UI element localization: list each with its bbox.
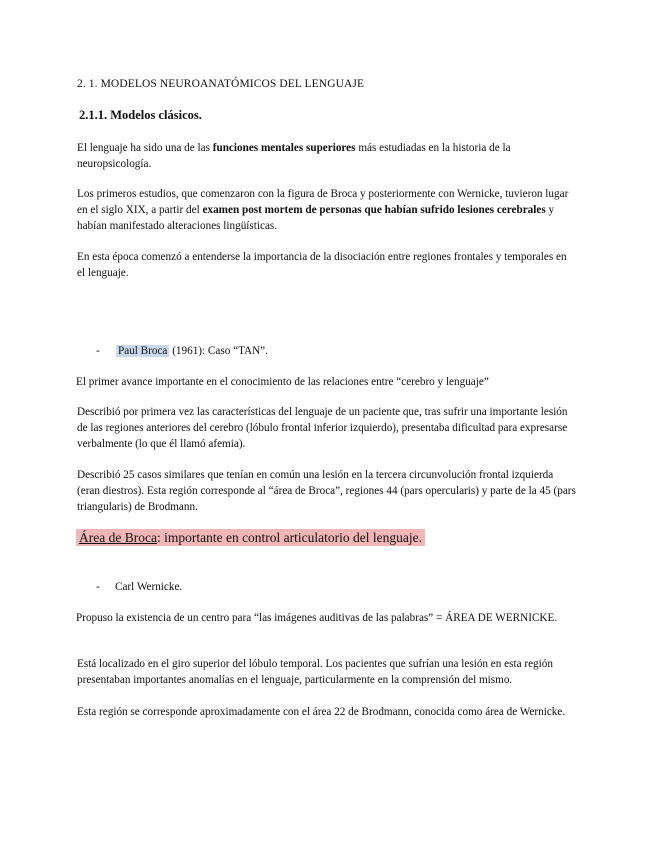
paragraph-first-advance: El primer avance importante en el conocimiento de las relaciones entre “cerebro y lenguaje” — [76, 376, 489, 388]
bullet-paul-broca-text — [116, 343, 268, 359]
paragraph-description-1: Describió por primera vez las características del lenguaje de un paciente que, tras sufrir una importante lesión de las regiones anteriores del cerebro (lóbulo frontal inferior izquierdo), presentaba dificultad para expresarse verbalmente (lo que él llamó afemia). — [77, 406, 568, 450]
paragraph-intro — [77, 140, 577, 172]
broca-area-rest: : importante en control articulatorio del lenguaje. — [156, 530, 422, 545]
paragraph-early-studies-text-end: y habían manifestado alteraciones lingüísticas. — [77, 204, 555, 232]
paragraph-brodmann-22: Esta región se corresponde aproximadamente con el área 22 de Brodmann, conocida como área de Wernicke. — [77, 706, 566, 718]
paragraph-wernicke-proposal: Propuso la existencia de un centro para “las imágenes auditivas de las palabras” = ÁREA DE WERNICKE. — [76, 612, 558, 624]
paragraph-intro-bold: funciones mentales superiores — [212, 142, 356, 154]
bullet-paul-broca-rest: (1961): Caso “TAN”. — [169, 345, 268, 357]
paragraph-wernicke-location: Está localizado en el giro superior del lóbulo temporal. Los pacientes que sufrían una lesión en esta región presentaban importantes anomalías en el lenguaje, particularmente en la comprensión del mismo. — [77, 658, 553, 686]
highlight-paul-broca: Paul Broca — [118, 345, 168, 357]
paragraph-early-studies-text: Los primeros estudios, que comenzaron con la figura de Broca y posteriormente con Wernicke, tuvieron lugar en el siglo XIX, a partir del — [77, 188, 569, 216]
broca-area-highlight — [76, 529, 425, 547]
bullet-carl-wernicke-text: Carl Wernicke. — [115, 581, 183, 593]
paragraph-dissociation: En esta época comenzó a entenderse la importancia de la disociación entre regiones frontales y temporales en el lenguaje. — [77, 251, 567, 279]
paragraph-intro-text: El lenguaje ha sido una de las — [77, 142, 213, 154]
bullet-dash: - — [96, 345, 100, 357]
paragraph-early-studies — [77, 186, 577, 234]
highlight-broca-area — [76, 529, 425, 546]
paragraph-intro-text-end: más estudiadas en la historia de la neuropsicología. — [77, 142, 511, 170]
section-heading: 2. 1. MODELOS NEUROANATÓMICOS DEL LENGUAJE — [77, 78, 365, 90]
subsection-heading: 2.1.1. Modelos clásicos. — [79, 108, 202, 122]
paragraph-description-2: Describió 25 casos similares que tenían en común una lesión en la tercera circunvolución frontal izquierda (eran diestros). Esta región corresponde al “área de Broca”, regiones 44 (pars opercularis) y parte de la 45 (pars triangularis) de Brodmann. — [77, 469, 576, 513]
bullet-dash-2: - — [96, 581, 100, 593]
broca-area-term: Área de Broca — [79, 530, 157, 545]
paragraph-early-studies-bold: examen post mortem de personas que habían sufrido lesiones cerebrales — [202, 204, 546, 216]
